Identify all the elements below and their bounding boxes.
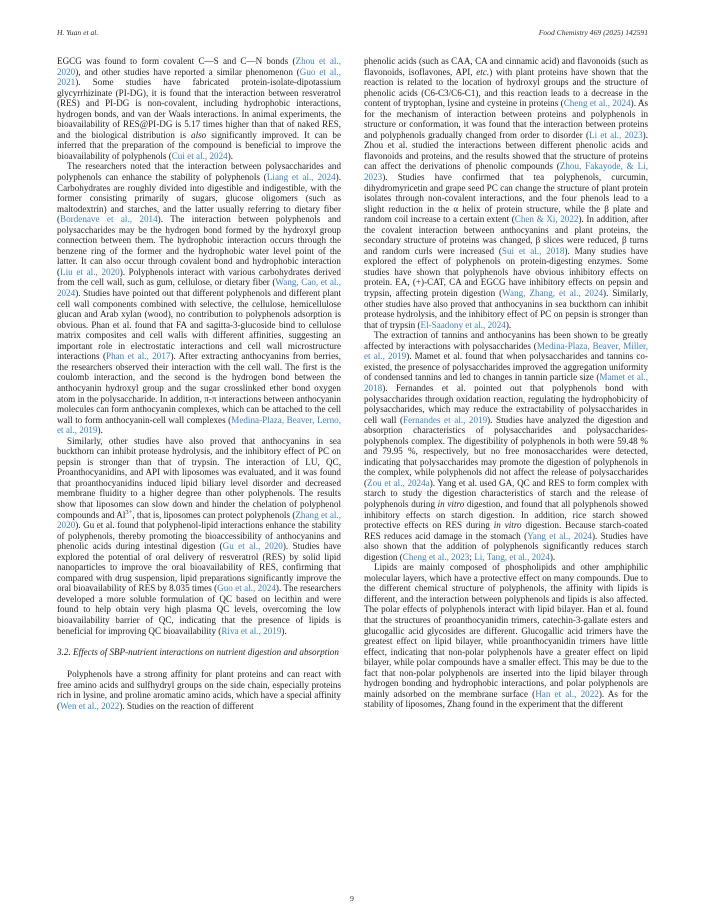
body-text: ). Studies have also shown that the addition of polyphenols significantly reduces starch digestion ( <box>364 530 648 562</box>
paragraph <box>57 56 341 161</box>
citation-link[interactable]: Medina-Plaza, Beaver, Lerno, et al., 2019 <box>57 414 341 436</box>
citation-link[interactable]: Mamet et al., 2018 <box>364 372 649 393</box>
body-text: ). Similarly, other studies have also proved that anthocyanins in sea buckthorn can inhibit protease hydrolysis, and the inhibitory effect of PC on pepsin is stronger than that of trypsin ( <box>364 288 648 330</box>
citation-link[interactable]: Chen & Xi, 2022 <box>514 214 579 225</box>
body-text: ). <box>281 625 287 636</box>
body-text: ). Gu et al. found that polyphenol-lipid interactions enhance the stability of polyphenols, thereby promoting the bioaccessibility of anthocyanins and phenolic acids during intestinal digestion ( <box>57 520 341 552</box>
left-column <box>57 56 341 711</box>
body-text: ). As for the stability of liposomes, Zhang found in the experiment that the different <box>364 688 649 710</box>
body-text: ). As for the mechanism of interaction between proteins and polyphenols in structure or conformation, it was found that the interaction between proteins and polyphenols gradually changed from order to disorder ( <box>364 98 648 140</box>
paragraph <box>364 330 648 562</box>
body-text: ). <box>505 319 512 330</box>
header-author: H. Yuan et al. <box>57 28 99 37</box>
right-column <box>364 56 648 711</box>
italic-text: in vitro <box>493 520 522 531</box>
body-text: significantly improved. It can be inferred that the preparation of the compound is beneficial to improve the bioavailability of polyphenols ( <box>57 129 341 161</box>
italic-text: also <box>191 129 207 140</box>
paragraph <box>57 669 341 711</box>
body-text: ). Studies have analyzed the digestion and absorption characteristics of polysaccharides and polysaccharides-polyphenols complex. The digestibility of polyphenols in both were 59.48 % and 79.95 %, respectively, but no free monosaccharides were detected, indicating that polysaccharides may promote the digestion of polyphenols in the complex, while polyphenols did not affect the release of polysaccharides ( <box>364 414 649 488</box>
citation-link[interactable]: Wang, Cao, et al., 2024 <box>57 277 341 299</box>
body-text: ). Studies have confirmed that tea polyphenols, curcumin, dihydromyricetin and grape seed PC can change the structure of plant protein isolates through non-covalent interactions, and the four phenols lead to a slight reduction in the α helix of protein structure, while the β plate and random coil increase to a certain extent ( <box>364 172 648 225</box>
citation-link[interactable]: El-Saadony et al., 2024 <box>420 319 506 330</box>
body-text: Polyphenols have a strong affinity for plant proteins and can react with free amino acids and sulfhydryl groups on the side chain, especially proteins rich in lysine, and proline aromatic amino acids, which have a special affinity ( <box>57 669 341 711</box>
body-text: EGCG was found to form covalent C—S and C—N bonds ( <box>57 56 296 66</box>
body-text: ). Polyphenols interact with various carbohydrates derived from the cell wall, such as gum, cellulose, or dietary fiber ( <box>57 266 341 288</box>
citation-link[interactable]: Li et al., 2023 <box>589 129 643 140</box>
body-text: ). Many studies have explored the effect of polyphenols on protein-digesting enzymes. Some studies have shown that polyphenols have obvious inhibitory effects on protein. EA, (+)-CAT, CA and EGCG have inhibitory effects on pepsin and trypsin, affecting protein digestion ( <box>364 245 648 299</box>
italic-text: in vitro <box>437 498 465 509</box>
body-text: phenolic acids (such as CAA, CA and cinnamic acid) and flavonoids (such as flavonoids, isoflavones, API, <box>364 56 648 77</box>
citation-link[interactable]: Liang et al., 2024 <box>266 172 336 183</box>
paragraph <box>364 56 648 330</box>
body-text: ). Yang et al. used GA, QC and RES to form complex with starch to study the digestion characteristics of starch and the release of polyphenols during <box>364 477 648 509</box>
citation-link[interactable]: Zhou et al., 2020 <box>57 56 341 77</box>
body-text: ). Studies have explored the potential of oral delivery of resveratrol (RES) by solid lipid nanoparticles to improve the oral bioavailability of RES, confirming that compared with drug suspension, lipid preparations significantly improve the oral bioavailability of RES by 8.035 times ( <box>57 541 341 594</box>
body-text: digestion, and found that all polyphenols showed inhibitory effects on starch digestion. In addition, rice starch showed protective effects on RES during <box>364 498 649 531</box>
paragraph <box>57 161 341 435</box>
citation-link[interactable]: Yang et al., 2024 <box>527 530 592 541</box>
citation-link[interactable]: Medina-Plaza, Beaver, Miller, et al., 2019 <box>364 340 648 362</box>
body-text: ). The researchers developed a more soluble formulation of QC based on lecithin and were found to help obtain very high plasma QC levels, overcoming the low bioavailability barrier of QC, indicating that the presence of lipids is beneficial for improving QC bioavailability ( <box>57 583 341 636</box>
superscript-text: 3+ <box>125 508 133 516</box>
italic-text: etc. <box>476 66 490 77</box>
citation-link[interactable]: Wen et al., 2022 <box>60 700 120 711</box>
body-text: ). Carbohydrates are roughly divided into digestible and indigestible, with the former consisting primarily of sugars, glucose oligomers (such as maltodextrin) and starches, and the latter usually referring to dietary fiber ( <box>57 172 341 225</box>
body-text: , that is, liposomes can protect polyphenols ( <box>132 509 296 520</box>
body-text: digestion. Because starch-coated RES reduces acid damage in the stomach ( <box>364 520 648 541</box>
citation-link[interactable]: Cheng et al., 2024 <box>563 98 631 109</box>
body-text: Lipids are mainly composed of phospholipids and other amphiphilic molecular layers, which have a protective effect on many compounds. Due to the different chemical structure of polyphenols, the affinity with lipids is different, and the interaction between polyphenols and lipids is also affected. The polar effects of polyphenols interact with lipid bilayer. Han et al. found that the structures of proanthocyanidin trimers, catechin-3-gallate esters and glucogallic acid glycosides are different. Glucogallic acid trimers have the greatest effect on lipid bilayer, while proanthocyanidin trimers have little effect, indicating that non-polar polyphenols have a greater effect on lipid bilayer, while polar compounds have a smaller effect. This may be due to the fact that non-polar polyphenols are inserted into the lipid bilayer through hydrogen bonding and hydrophobic interactions, and polar polyphenols are mainly adsorbed on the membrane surface ( <box>364 562 648 699</box>
body-text: ). <box>227 150 234 161</box>
citation-link[interactable]: Han et al., 2022 <box>535 688 599 699</box>
body-text: ). Studies have pointed out that different polyphenols and different plant cell wall components combined with selective, the cellulose, hemicellulose glucan and Arab xylan (wood), no contribution to polyphenols adsorption is obvious. Phan et al. found that FA and sagitta-3-glucoside bind to cellulose matrix composites and cell walls with different affinities, suggesting an important role in electrostatic interactions and cell wall microstructure interactions ( <box>57 288 341 362</box>
body-text: ). After extracting anthocyanins from berries, the researchers observed their interaction with the cell wall. The first is the coulomb interaction, and the second is the hydrogen bond between the anthocyanin hydroxyl group and the sugar crosslinked ether bond oxygen atom in the polysaccharide. In addition, π-π interactions between anthocyanin molecules can form anthocyanin complexes, which can be attached to the cell wall to form anthocyanin-cell wall complexes ( <box>57 351 341 425</box>
citation-link[interactable]: Wang, Zhang, et al., 2024 <box>502 288 604 299</box>
citation-link[interactable]: Cui et al., 2024 <box>171 150 228 161</box>
body-text: ). Some studies have fabricated protein-isolate-dipotassium glycyrrhizinate (PI-DG), it is found that the interaction between resveratrol (RES) and PI-DG is non-covalent, including hydrophobic interactions, hydrogen bonds, and van der Waals interactions. In animal experiments, the bioavailability of RES@PI-DG is 5.17 times higher than that of naked RES, and the biological distribution is <box>57 77 341 140</box>
citation-link[interactable]: Gu et al., 2020 <box>222 541 283 552</box>
paragraph <box>364 562 648 710</box>
header-journal: Food Chemistry 469 (2025) 142591 <box>538 28 648 37</box>
body-text: ). In addition, after the covalent interaction between anthocyanins and plant proteins, the secondary structure of proteins was changed, β slices were reduced, β turns and random curls were increased ( <box>364 214 648 256</box>
running-header <box>57 28 648 37</box>
citation-link[interactable]: Bordenave et al., 2014 <box>60 214 158 225</box>
body-text: Similarly, other studies have also proved that anthocyanins in sea buckthorn can inhibit protease hydrolysis, and the inhibitory effect of PC on pepsin is stronger than that of trypsin. The interaction of LU, QC, Proanthocyanidins, and API with liposomes was evaluated, and it was found that proanthocyanidins induced lipid biliary level disorder and decreased membrane fluidity to a higher degree than other polyphenols. The results show that liposomes can slow down and hinder the chelation of polyphenol compounds and Al <box>57 435 341 520</box>
citation-link[interactable]: Liu et al., 2020 <box>60 266 120 277</box>
body-text: ). Zhou et al. studied the interactions between different phenolic acids and flavonoids and proteins, and the results showed that the structure of proteins can affect the derivations of phenolic compounds ( <box>364 129 648 172</box>
citation-link[interactable]: Cheng et al., 2023 <box>402 551 470 562</box>
page-number: 9 <box>350 894 354 903</box>
citation-link[interactable]: Riva et al., 2019 <box>221 625 282 636</box>
section-heading <box>57 647 341 658</box>
body-text: ). The interaction between polyphenols and polysaccharides may be the hydrogen bond formed by the hydroxyl group connection between them. The hydrophobic interaction occurs through the benzene ring of the former and the hydrophobic water level point of the latter. It can also occur through covalent bond and hydrophobic interaction ( <box>57 214 341 277</box>
citation-link[interactable]: Zhang et al., 2020 <box>57 509 341 531</box>
citation-link[interactable]: Sui et al., 2018 <box>501 245 565 256</box>
body-text: ). Mamet et al. found that when polysaccharides and tannins co-existed, the presence of polysaccharides improved the aggregation uniformity of condensed tannins and led to changes in tannin particle size ( <box>364 351 648 383</box>
citation-link[interactable]: Fernandes et al., 2019 <box>403 414 488 425</box>
body-text: ), and other studies have reported a similar phenomenon ( <box>75 66 300 77</box>
italic-text: 3.2. Effects of SBP-nutrient interactions on nutrient digestion and absorption <box>57 647 339 658</box>
citation-link[interactable]: Guo et al., 2021 <box>57 66 341 88</box>
citation-link[interactable]: Phan et al., 2017 <box>106 351 171 362</box>
citation-link[interactable]: Guo et al., 2024 <box>217 583 276 594</box>
citation-link[interactable]: Zhou, Fakayode, & Li, 2023 <box>364 161 648 183</box>
paragraph <box>57 436 341 636</box>
body-text: ). <box>97 425 103 436</box>
body-text: The researchers noted that the interaction between polysaccharides and polyphenols can enhance the stability of polyphenols ( <box>57 161 341 183</box>
page-footer <box>0 894 704 903</box>
body-text: The extraction of tannins and anthocyanins has been shown to be greatly affected by interactions with polysaccharides ( <box>364 330 648 351</box>
citation-link[interactable]: Li, Tang, et al., 2024 <box>474 551 550 562</box>
body-text: ; <box>469 551 475 562</box>
body-text: ). Fernandes et al. pointed out that polyphenols bond with polysaccharides through oxidation reaction, regulating the hydrophobicity of polysaccharides, which may reduce the extractability of polysaccharides in cell wall ( <box>364 382 648 425</box>
body-text: ). Studies on the reaction of different <box>119 700 254 711</box>
citation-link[interactable]: Zou et al., 2024a <box>367 477 430 488</box>
body-text: ) with plant proteins have shown that the reaction is related to the location of hydroxyl groups and the structure of phenolic acids (C6-C3/C6-C1), and this reaction leads to a decrease in the content of tryptophan, lysine and cysteine in proteins ( <box>364 66 648 109</box>
page-content <box>57 56 648 711</box>
body-text: ). <box>549 551 556 562</box>
